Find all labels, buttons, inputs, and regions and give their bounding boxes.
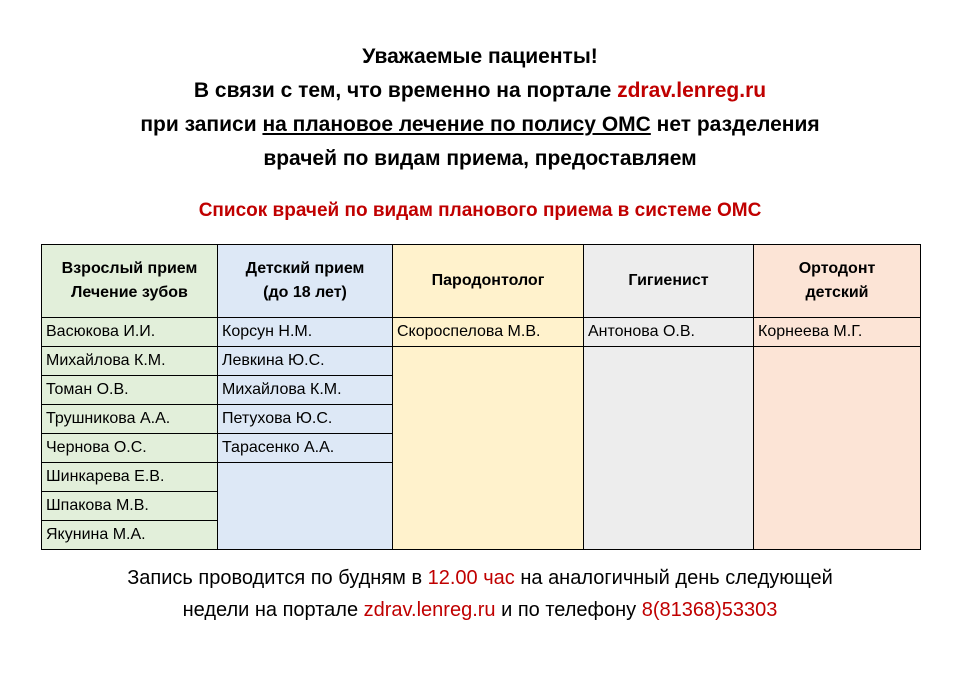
adult-doctor: Якунина М.А.	[42, 521, 218, 550]
periodontist-empty-cell	[393, 347, 584, 550]
hygienist-doctor: Антонова О.В.	[584, 318, 754, 347]
header-line-3: при записи на плановое лечение по полису ОМС нет разделения	[140, 113, 820, 136]
adult-doctor: Шпакова М.В.	[42, 492, 218, 521]
booking-info	[0, 562, 960, 626]
child-doctor: Петухова Ю.С.	[218, 405, 393, 434]
adult-doctor: Томан О.В.	[42, 376, 218, 405]
orthodontist-doctor: Корнеева М.Г.	[754, 318, 921, 347]
footer-portal-link[interactable]: zdrav.lenreg.ru	[363, 599, 496, 621]
adult-doctor: Шинкарева Е.В.	[42, 463, 218, 492]
child-empty-cell	[218, 463, 393, 550]
footer-line-1: Запись проводится по будням в 12.00 час на аналогичный день следующей	[127, 567, 833, 589]
booking-time: 12.00 час	[427, 567, 515, 589]
table-header-row	[42, 245, 921, 318]
phone-number[interactable]: 8(81368)53303	[641, 599, 778, 621]
notice-header	[0, 40, 960, 176]
hygienist-empty-cell	[584, 347, 754, 550]
child-doctor: Михайлова К.М.	[218, 376, 393, 405]
header-adult: Взрослый прием Лечение зубов	[42, 245, 218, 318]
header-orthodontist: Ортодонт детский	[754, 245, 921, 318]
table-row	[42, 347, 921, 376]
footer-line-2: недели на портале zdrav.lenreg.ru и по телефону 8(81368)53303	[182, 599, 778, 621]
adult-doctor: Михайлова К.М.	[42, 347, 218, 376]
header-line-2: В связи с тем, что временно на портале zdrav.lenreg.ru	[193, 79, 767, 102]
header-line-4: врачей по видам приема, предоставляем	[263, 147, 697, 170]
periodontist-doctor: Скороспелова М.В.	[393, 318, 584, 347]
child-doctor: Левкина Ю.С.	[218, 347, 393, 376]
greeting: Уважаемые пациенты!	[362, 45, 598, 68]
header-line-1	[0, 40, 960, 74]
list-title: Список врачей по видам планового приема в системе ОМС	[198, 200, 762, 221]
child-doctor: Тарасенко А.А.	[218, 434, 393, 463]
adult-doctor: Чернова О.С.	[42, 434, 218, 463]
adult-doctor: Васюкова И.И.	[42, 318, 218, 347]
underlined-phrase: на плановое лечение по полису ОМС	[262, 113, 651, 136]
header-child: Детский прием (до 18 лет)	[218, 245, 393, 318]
header-periodontist: Пародонтолог	[393, 245, 584, 318]
child-doctor: Корсун Н.М.	[218, 318, 393, 347]
table-row	[42, 318, 921, 347]
doctors-table	[41, 244, 921, 550]
adult-doctor: Трушникова А.А.	[42, 405, 218, 434]
header-hygienist: Гигиенист	[584, 245, 754, 318]
portal-link[interactable]: zdrav.lenreg.ru	[617, 79, 767, 102]
orthodontist-empty-cell	[754, 347, 921, 550]
